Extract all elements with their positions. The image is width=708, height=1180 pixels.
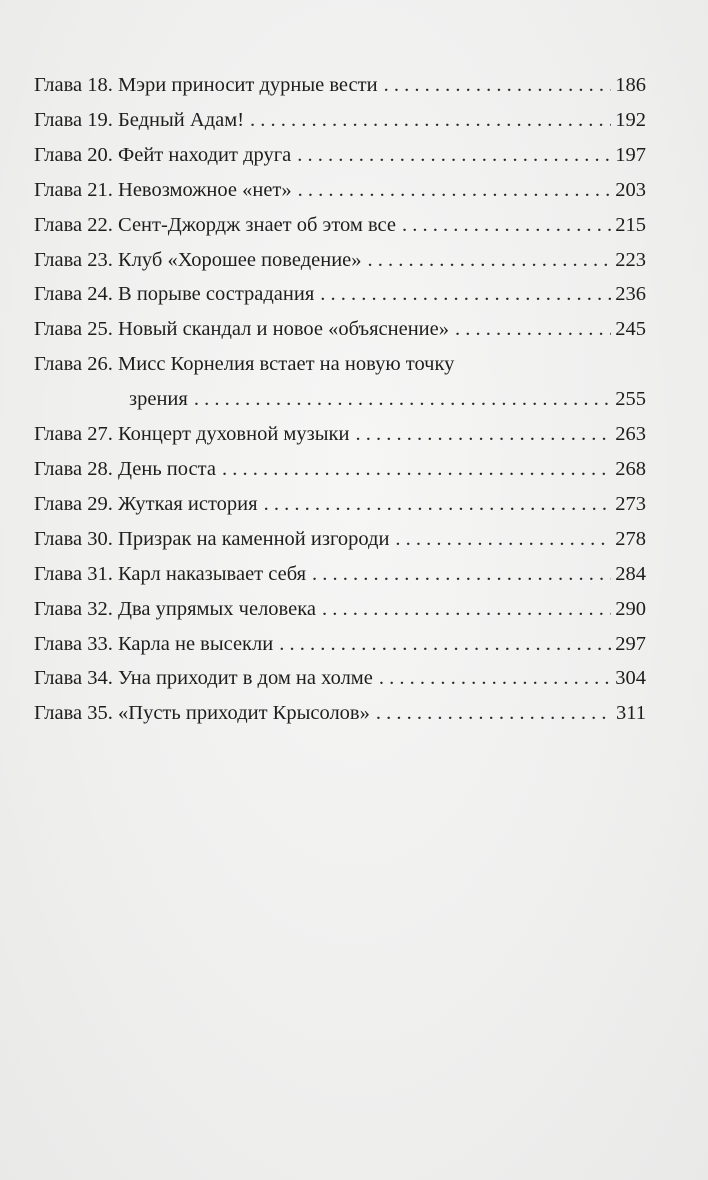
- page-number: 245: [615, 318, 646, 341]
- dot-leader: [455, 312, 611, 347]
- chapter-title: Клуб «Хорошее поведение»: [118, 248, 362, 271]
- page-number: 278: [615, 527, 646, 550]
- table-of-contents: [34, 68, 646, 731]
- dot-leader: [264, 487, 612, 522]
- toc-entry: [34, 696, 646, 731]
- chapter-number: Глава 26.: [34, 353, 113, 376]
- toc-entry: [34, 243, 646, 278]
- dot-leader: [355, 417, 611, 452]
- dot-leader: [384, 68, 612, 103]
- toc-entry: [34, 173, 646, 208]
- chapter-title: «Пусть приходит Крысолов»: [118, 702, 370, 725]
- chapter-title: Карл наказывает себя: [118, 562, 307, 585]
- chapter-title: Карла не высекли: [118, 632, 274, 655]
- toc-entry: [34, 452, 646, 487]
- chapter-number: Глава 27.: [34, 423, 113, 446]
- chapter-number: Глава 22.: [34, 213, 113, 236]
- chapter-title: День поста: [118, 457, 216, 480]
- chapter-number: Глава 23.: [34, 248, 113, 271]
- dot-leader: [322, 592, 611, 627]
- toc-entry: [34, 661, 646, 696]
- chapter-number: Глава 25.: [34, 318, 113, 341]
- dot-leader: [194, 382, 611, 417]
- dot-leader: [402, 208, 611, 243]
- toc-entry: [34, 103, 646, 138]
- chapter-title: Жуткая история: [118, 492, 258, 515]
- chapter-title: Два упрямых человека: [118, 597, 316, 620]
- chapter-number: Глава 24.: [34, 283, 113, 306]
- page-number: 284: [615, 562, 646, 585]
- page-number: 290: [615, 597, 646, 620]
- chapter-title: Невозможное «нет»: [118, 178, 292, 201]
- chapter-number: Глава 32.: [34, 597, 113, 620]
- toc-entry: [34, 312, 646, 347]
- page-number: 268: [615, 457, 646, 480]
- chapter-title: Новый скандал и новое «объяснение»: [118, 318, 450, 341]
- dot-leader: [368, 243, 612, 278]
- page-number: 263: [615, 423, 646, 446]
- dot-leader: [312, 557, 611, 592]
- toc-entry: [34, 347, 646, 417]
- chapter-number: Глава 29.: [34, 492, 113, 515]
- page-number: 297: [615, 632, 646, 655]
- page-number: 203: [615, 178, 646, 201]
- toc-entry: [34, 138, 646, 173]
- dot-leader: [379, 661, 611, 696]
- chapter-title: Уна приходит в дом на холме: [118, 667, 373, 690]
- dot-leader: [297, 138, 611, 173]
- chapter-number: Глава 21.: [34, 178, 113, 201]
- toc-entry: [34, 627, 646, 662]
- chapter-number: Глава 34.: [34, 667, 113, 690]
- page-number: 197: [615, 143, 646, 166]
- chapter-title: Концерт духовной музыки: [118, 423, 350, 446]
- chapter-number: Глава 18.: [34, 74, 113, 96]
- page-number: 192: [615, 108, 646, 131]
- dot-leader: [320, 277, 611, 312]
- chapter-number: Глава 35.: [34, 702, 113, 725]
- chapter-title: Мисс Корнелия встает на новую точку: [118, 353, 455, 376]
- toc-entry: [34, 592, 646, 627]
- chapter-title: В порыве сострадания: [118, 283, 315, 306]
- dot-leader: [250, 103, 611, 138]
- page-number: 311: [616, 702, 646, 725]
- chapter-title: Фейт находит друга: [118, 143, 292, 166]
- page-number: 304: [615, 667, 646, 690]
- chapter-number: Глава 31.: [34, 562, 113, 585]
- chapter-title-continuation: зрения: [129, 388, 188, 411]
- page-number: 223: [615, 248, 646, 271]
- chapter-title: Мэри приносит дурные вести: [118, 74, 378, 96]
- page-number: 186: [615, 74, 646, 96]
- page-number: 273: [615, 492, 646, 515]
- chapter-title: Сент-Джордж знает об этом все: [118, 213, 397, 236]
- dot-leader: [298, 173, 612, 208]
- toc-entry: [34, 208, 646, 243]
- chapter-number: Глава 33.: [34, 632, 113, 655]
- chapter-title: Бедный Адам!: [118, 108, 245, 131]
- dot-leader: [395, 522, 611, 557]
- page-number: 255: [615, 388, 646, 411]
- page-number: 236: [615, 283, 646, 306]
- toc-entry: [34, 68, 646, 103]
- toc-entry: [34, 557, 646, 592]
- toc-entry: [34, 417, 646, 452]
- chapter-number: Глава 30.: [34, 527, 113, 550]
- toc-entry: [34, 522, 646, 557]
- dot-leader: [279, 627, 611, 662]
- dot-leader: [376, 696, 612, 731]
- toc-entry: [34, 277, 646, 312]
- page-number: 215: [615, 213, 646, 236]
- chapter-number: Глава 20.: [34, 143, 113, 166]
- chapter-number: Глава 19.: [34, 108, 113, 131]
- chapter-number: Глава 28.: [34, 457, 113, 480]
- dot-leader: [222, 452, 611, 487]
- chapter-title: Призрак на каменной изгороди: [118, 527, 390, 550]
- toc-entry: [34, 487, 646, 522]
